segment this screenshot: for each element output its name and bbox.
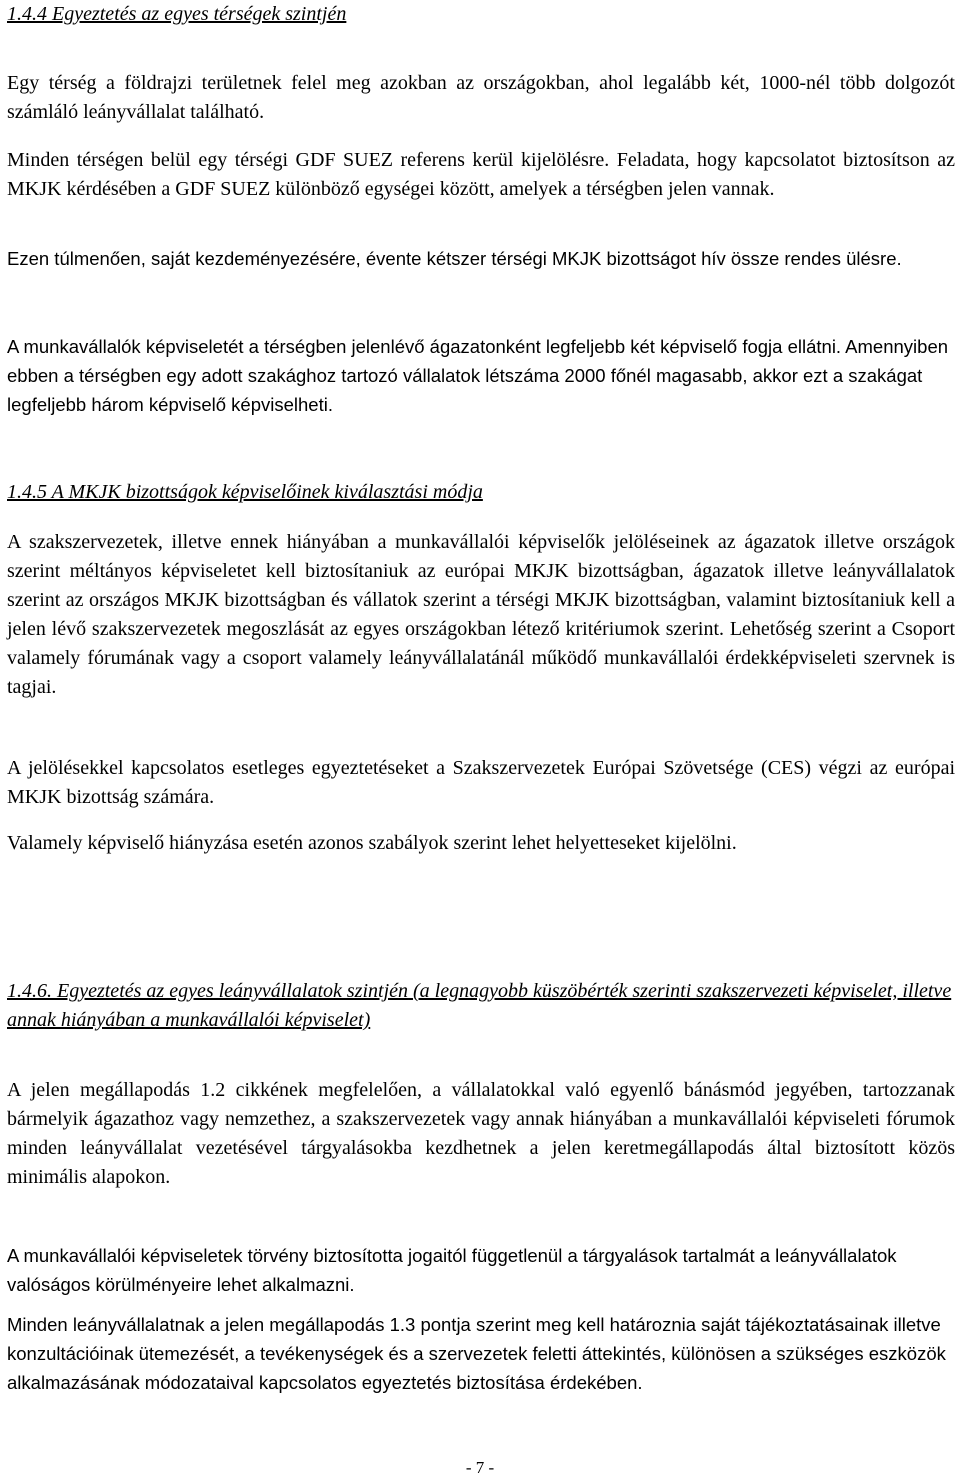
paragraph: Egy térség a földrajzi területnek felel meg azokban az országokban, ahol legalább két, 1000-nél több dolgozót számláló leányvállalat található.: [7, 72, 955, 123]
paragraph: A jelen megállapodás 1.2 cikkének megfelelően, a vállalatokkal való egyenlő bánásmód jegyében, tartozzanak bármelyik ágazathoz vagy nemzethez, a szakszervezetek vagy annak hiányában a munkavállalói képviseleti fórumok minden leányvállalat vezetésével tárgyalásokba kezdhetnek a jelen keretmegállapodás által biztosított közös minimális alapokon.: [7, 1079, 955, 1188]
paragraph: A szakszervezetek, illetve ennek hiányában a munkavállalói képviselők jelöléseinek az ágazatok illetve országok szerint méltányos képviseletet kell biztosítaniuk az európai MKJK bizottságban, ágazatok illetve leányvállalatok szerint az országos MKJK bizottságban és vállatok szerint a térségi MKJK bizottságban, valamint biztosítaniuk kell a jelen lévő szakszervezetek megoszlását az egyes országokban létező kritériumok szerint. Lehetőség szerint a Csoport valamely fórumának vagy a csoport valamely leányvállalatánál működő munkavállalói érdekképviseleti szervnek is tagjai.: [7, 531, 955, 698]
paragraph: Minden térségen belül egy térségi GDF SUEZ referens kerül kijelölésre. Feladata, hogy kapcsolatot biztosítson az MKJK kérdésében a GDF SUEZ különböző egységei között, amelyek a térségben jelen vannak.: [7, 149, 955, 200]
section-heading-subtitle: (a legnagyobb küszöbérték szerinti szakszervezeti képviselet, illetve annak hiányában a munkavállalói képviselet): [7, 980, 952, 1031]
paragraph: A jelölésekkel kapcsolatos esetleges egyeztetéseket a Szakszervezetek Európai Szövetsége (CES) végzi az európai MKJK bizottság számára.: [7, 757, 955, 808]
paragraph: Valamely képviselő hiányzása esetén azonos szabályok szerint lehet helyetteseket kijelölni.: [7, 832, 737, 854]
paragraph: Minden leányvállalatnak a jelen megállapodás 1.3 pontja szerint meg kell határoznia saját tájékoztatásainak illetve konzultációinak ütemezését, a tevékenységek és a szervezetek feletti áttekintés, különösen a szükséges eszközök alkalmazásának módozataival kapcsolatos egyeztetés biztosítása érdekében.: [7, 1314, 946, 1393]
section-heading-1-4-5: 1.4.5 A MKJK bizottságok képviselőinek kiválasztási módja: [7, 481, 483, 503]
section-heading-1-4-6: [7, 977, 955, 1035]
paragraph: Ezen túlmenően, saját kezdeményezésére, évente kétszer térségi MKJK bizottságot hív össze rendes ülésre.: [7, 248, 902, 269]
page-number: - 7 -: [465, 1458, 495, 1477]
section-heading-1-4-4: 1.4.4 Egyeztetés az egyes térségek szintjén: [7, 3, 347, 25]
section-heading-title: 1.4.6. Egyeztetés az egyes leányvállalatok szintjén: [7, 980, 409, 1002]
paragraph: A munkavállalói képviseletek törvény biztosította jogaitól függetlenül a tárgyalások tartalmát a leányvállalatok valóságos körülményeire lehet alkalmazni.: [7, 1245, 897, 1295]
paragraph: A munkavállalók képviseletét a térségben jelenlévő ágazatonként legfeljebb két képviselő fogja ellátni. Amennyiben ebben a térségben egy adott szakághoz tartozó vállalatok létszáma 2000 főnél magasabb, akkor ezt a szakágat legfeljebb három képviselő képviselheti.: [7, 336, 949, 415]
